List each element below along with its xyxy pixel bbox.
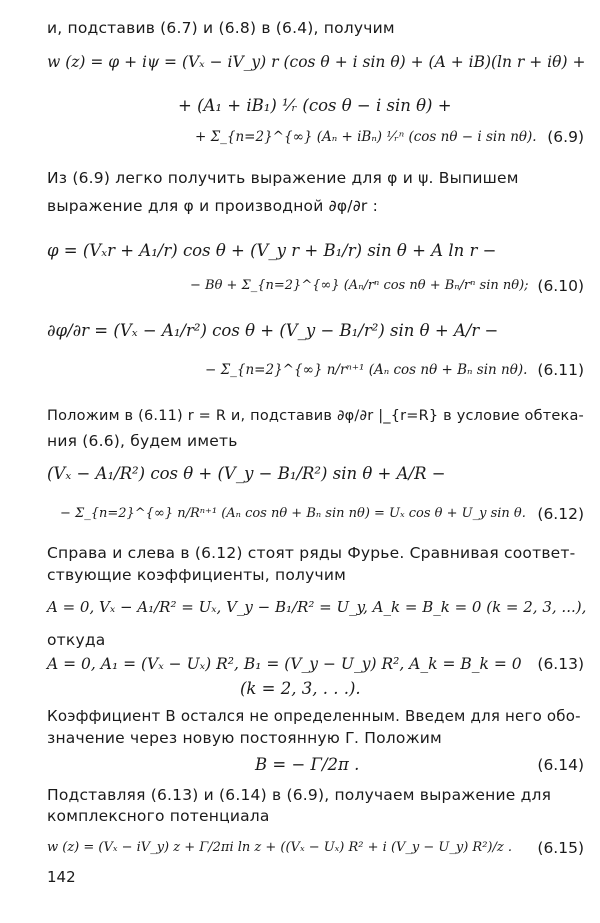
- equation-line: A = 0, Vₓ − A₁/R² = Uₓ, V_y − B₁/R² = U_y, A_k = B_k = 0 (k = 2, 3, ...),: [47, 598, 587, 616]
- equation-number: (6.12): [537, 505, 584, 523]
- equation-line: ∂φ/∂r = (Vₓ − A₁/r²) cos θ + (V_y − B₁/r²) sin θ + A/r −: [47, 321, 499, 340]
- equation-line: (k = 2, 3, . . .).: [240, 679, 361, 698]
- equation-number: (6.11): [537, 361, 584, 379]
- text-line: выражение для φ и производной ∂φ/∂r :: [47, 197, 379, 215]
- text-line: и, подставив (6.7) и (6.8) в (6.4), получим: [47, 19, 395, 37]
- text-line: Из (6.9) легко получить выражение для φ и ψ. Выпишем: [47, 169, 519, 187]
- text-line: Коэффициент B остался не определенным. Введем для него обо-: [47, 707, 581, 725]
- equation-number: (6.14): [537, 756, 584, 774]
- equation-line: w (z) = (Vₓ − iV_y) z + Γ/2πi ln z + ((Vₓ − Uₓ) R² + i (V_y − U_y) R²)/z .: [47, 840, 512, 855]
- equation-line: B = − Γ/2π .: [255, 755, 360, 774]
- equation-line: φ = (Vₓr + A₁/r) cos θ + (V_y r + B₁/r) sin θ + A ln r −: [47, 241, 497, 260]
- equation-number: (6.13): [537, 655, 584, 673]
- page-number: 142: [47, 868, 76, 886]
- equation-line: − Bθ + Σ_{n=2}^{∞} (Aₙ/rⁿ cos nθ + Bₙ/rⁿ sin nθ);: [190, 278, 529, 293]
- text-line: откуда: [47, 631, 106, 649]
- equation-line: − Σ_{n=2}^{∞} n/Rⁿ⁺¹ (Aₙ cos nθ + Bₙ sin nθ) = Uₓ cos θ + U_y sin θ.: [60, 506, 526, 521]
- equation-number: (6.10): [537, 277, 584, 295]
- equation-line: + Σ_{n=2}^{∞} (Aₙ + iBₙ) ¹⁄ᵣⁿ (cos nθ − i sin nθ).: [195, 129, 537, 145]
- equation-line: A = 0, A₁ = (Vₓ − Uₓ) R², B₁ = (V_y − U_y) R², A_k = B_k = 0: [47, 655, 522, 673]
- text-line: комплексного потенциала: [47, 807, 270, 825]
- text-line: Положим в (6.11) r = R и, подставив ∂φ/∂r |_{r=R} в условие обтека-: [47, 408, 584, 424]
- equation-line: + (A₁ + iB₁) ¹⁄ᵣ (cos θ − i sin θ) +: [178, 96, 452, 115]
- equation-line: (Vₓ − A₁/R²) cos θ + (V_y − B₁/R²) sin θ + A/R −: [47, 464, 446, 483]
- text-line: Справа и слева в (6.12) стоят ряды Фурье. Сравнивая соответ-: [47, 544, 576, 562]
- equation-line: − Σ_{n=2}^{∞} n/rⁿ⁺¹ (Aₙ cos nθ + Bₙ sin nθ).: [205, 362, 528, 378]
- text-line: ствующие коэффициенты, получим: [47, 566, 347, 584]
- equation-number: (6.9): [547, 128, 584, 146]
- text-line: ния (6.6), будем иметь: [47, 432, 238, 450]
- equation-number: (6.15): [537, 839, 584, 857]
- text-line: значение через новую постоянную Γ. Положим: [47, 729, 442, 747]
- equation-line: w (z) = φ + iψ = (Vₓ − iV_y) r (cos θ + i sin θ) + (A + iB)(ln r + iθ) +: [47, 53, 586, 71]
- text-line: Подставляя (6.13) и (6.14) в (6.9), получаем выражение для: [47, 786, 552, 804]
